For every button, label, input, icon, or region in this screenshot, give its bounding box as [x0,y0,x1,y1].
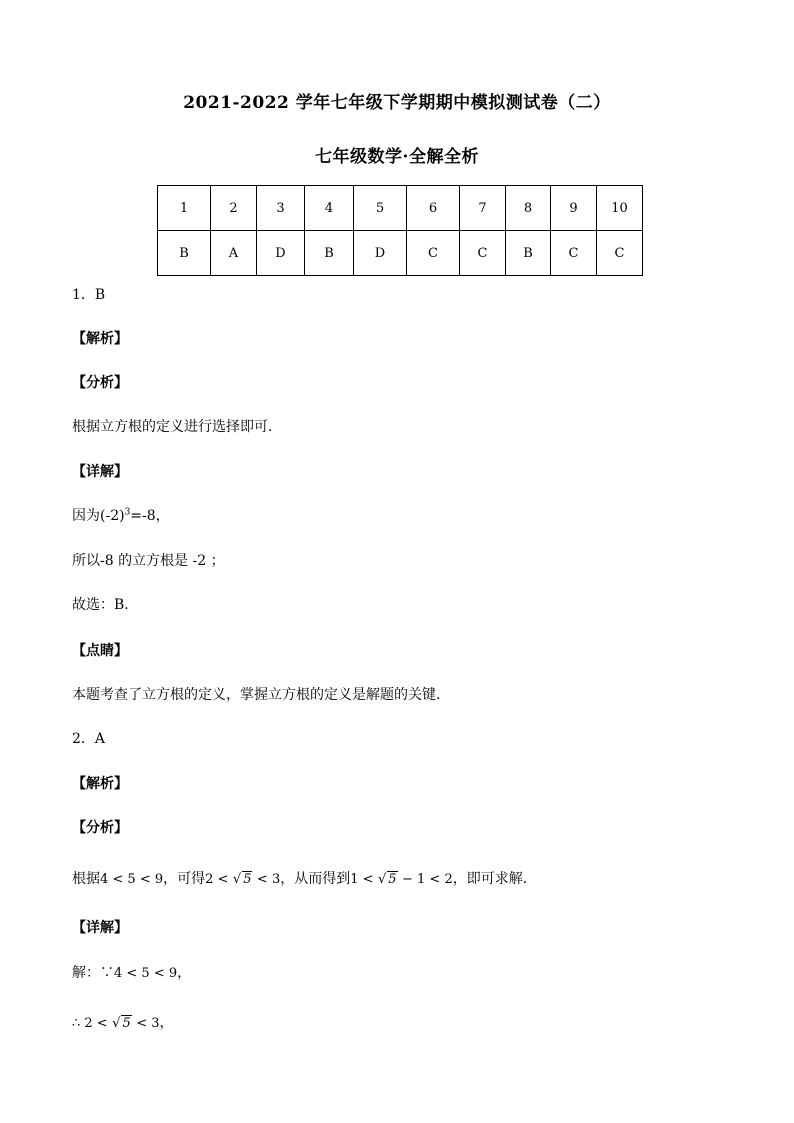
question-number-cell: 3 [257,186,305,231]
q1-heading: 1．B [72,287,106,303]
answer-cell: B [305,231,354,276]
q2-solution-math2-left: ∴ 2 < [72,1016,108,1031]
q2-analysis-math2-right: < 3 [256,872,281,887]
q1-comment: 本题考查了立方根的定义，掌握立方根的定义是解题的关键． [72,687,450,703]
answer-cell: D [354,231,407,276]
document-title: 2021-2022 学年七年级下学期期中模拟测试卷（二） [183,93,611,113]
q1-jiexi-label: 【解析】 [72,331,128,347]
answer-cell: C [460,231,506,276]
q2-analysis-math1: 4 < 5 < 9 [100,872,164,887]
q1-dianjing-label: 【点睛】 [72,643,128,659]
q2-solution-line1 [72,962,191,982]
question-number-cell: 8 [506,186,551,231]
sqrt-symbol: √ 5 [232,872,252,887]
q2-heading: 2．A [72,731,106,747]
answer-table-answer-row [158,231,643,276]
q2-jiexi-label: 【解析】 [72,776,128,792]
radicand: 5 [122,1016,131,1031]
q1-step3: 故选：B． [72,597,139,613]
q2-solution-math2-right: < 3 [136,1016,160,1031]
q2-analysis-math3-left: 1 < [350,872,374,887]
question-number-cell: 7 [460,186,506,231]
q2-fenxi-label: 【分析】 [72,820,128,836]
answer-table [157,185,643,276]
q2-solution-prefix: 解：∵ [72,965,114,981]
sqrt-symbol: √ 5 [377,872,397,887]
answer-table-number-row [158,186,643,231]
q2-solution-math1: 4 < 5 < 9 [114,966,178,981]
answer-cell: C [551,231,597,276]
q1-xiangjie-label: 【详解】 [72,464,128,480]
answer-cell: B [158,231,211,276]
q2-analysis-part3: ，从而得到 [280,871,351,887]
answer-cell: C [407,231,460,276]
sqrt-symbol: √ 5 [112,1016,131,1031]
question-number-cell: 10 [597,186,643,231]
q2-solution-line2 [72,1012,173,1032]
q2-solution-line1-end: ， [177,965,192,981]
q2-xiangjie-label: 【详解】 [72,920,128,936]
answer-cell: D [257,231,305,276]
document-subtitle: 七年级数学·全解全析 [315,147,479,167]
q1-step1-exponent: 3 [124,507,131,518]
answer-cell: A [211,231,257,276]
q2-analysis-part2: ，可得 [163,871,206,887]
q1-step1-base: 因为(-2) [72,508,125,524]
question-number-cell: 4 [305,186,354,231]
q2-analysis-math2-left: 2 < [205,872,229,887]
question-number-cell: 6 [407,186,460,231]
q1-analysis-text: 根据立方根的定义进行选择即可． [72,419,282,435]
radicand: 5 [243,872,252,887]
answer-cell: B [506,231,551,276]
q1-step1-result: =-8， [130,508,170,524]
q2-analysis-part4: ，即可求解． [452,871,537,887]
q2-analysis-math3-right: − 1 < 2 [402,872,453,887]
radicand: 5 [388,872,397,887]
q1-step1 [72,505,170,525]
question-number-cell: 1 [158,186,211,231]
q1-fenxi-label: 【分析】 [72,375,128,391]
q2-analysis-part1: 根据 [72,871,100,887]
answer-cell: C [597,231,643,276]
q2-analysis [72,868,537,888]
question-number-cell: 2 [211,186,257,231]
q2-solution-line2-end: ， [159,1015,174,1031]
question-number-cell: 9 [551,186,597,231]
q1-step2: 所以-8 的立方根是 -2 ； [72,553,225,569]
question-number-cell: 5 [354,186,407,231]
